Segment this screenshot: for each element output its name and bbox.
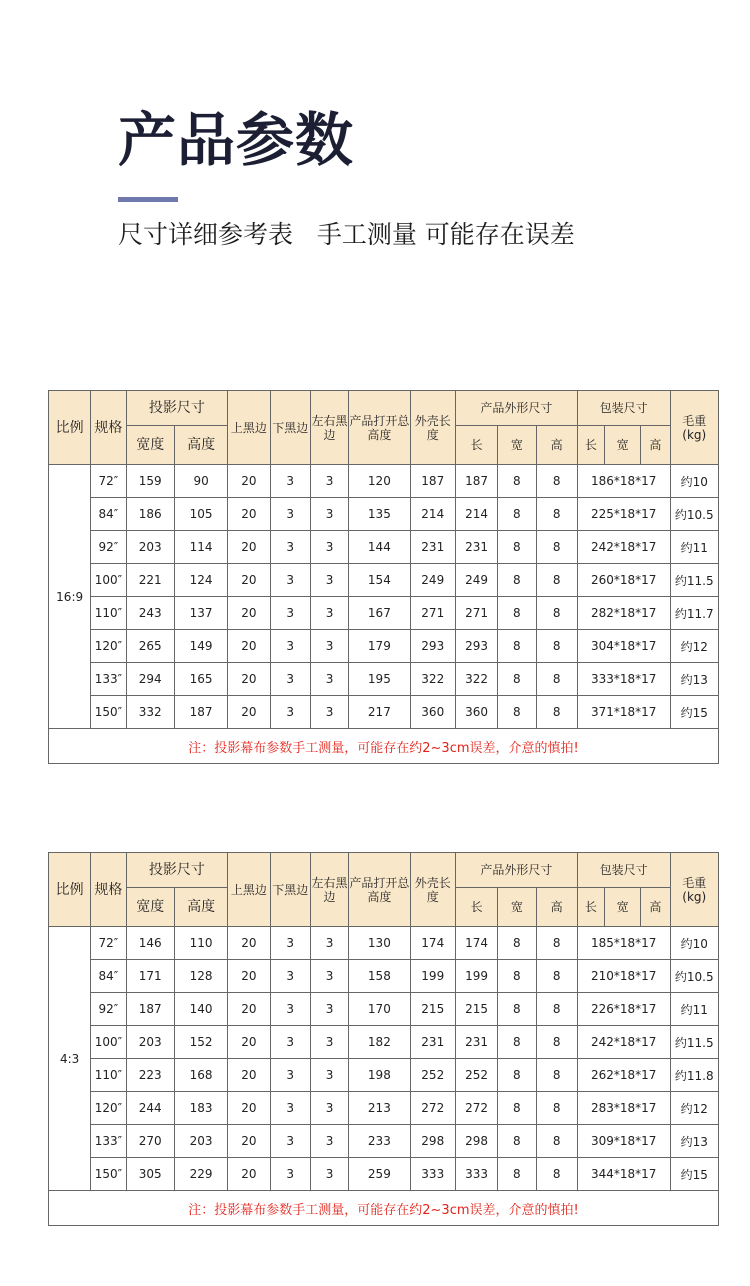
table-row (49, 465, 719, 498)
table-cell: 333 (410, 1158, 455, 1191)
table-cell: 130 (349, 927, 410, 960)
table-row (49, 927, 719, 960)
table-cell: 183 (174, 1092, 227, 1125)
table-cell: 293 (455, 630, 497, 663)
table-cell: 72″ (91, 927, 126, 960)
table-cell: 8 (498, 993, 536, 1026)
table-cell: 110 (174, 927, 227, 960)
table-cell: 309*18*17 (577, 1125, 670, 1158)
table-cell: 8 (498, 531, 536, 564)
table-cell: 140 (174, 993, 227, 1026)
table-cell: 182 (349, 1026, 410, 1059)
table-cell: 144 (349, 531, 410, 564)
table-cell: 3 (270, 630, 310, 663)
table-cell: 179 (349, 630, 410, 663)
table-cell: 260*18*17 (577, 564, 670, 597)
header-spec: 规格 (91, 853, 126, 927)
table-cell: 8 (536, 993, 577, 1026)
table-cell: 124 (174, 564, 227, 597)
table-cell: 159 (126, 465, 174, 498)
table-cell: 3 (310, 1026, 348, 1059)
table-row (49, 630, 719, 663)
spec-table-4-3 (48, 852, 719, 1226)
table-cell: 265 (126, 630, 174, 663)
table-cell: 72″ (91, 465, 126, 498)
table-cell: 174 (455, 927, 497, 960)
table-cell: 272 (455, 1092, 497, 1125)
table-cell: 约11.8 (670, 1059, 718, 1092)
table-cell: 8 (536, 927, 577, 960)
table-cell: 128 (174, 960, 227, 993)
ratio-cell: 4:3 (49, 927, 91, 1191)
table-cell: 3 (270, 465, 310, 498)
table-cell: 298 (455, 1125, 497, 1158)
table-cell: 226*18*17 (577, 993, 670, 1026)
header-pack-width: 宽 (605, 426, 641, 465)
table-cell: 约12 (670, 1092, 718, 1125)
header-pack-height: 高 (641, 888, 670, 927)
table-cell: 187 (455, 465, 497, 498)
table-cell: 3 (270, 531, 310, 564)
table-cell: 223 (126, 1059, 174, 1092)
table-cell: 3 (310, 927, 348, 960)
note-row (49, 1191, 719, 1226)
table-row (49, 1158, 719, 1191)
table-cell: 282*18*17 (577, 597, 670, 630)
table-cell: 249 (410, 564, 455, 597)
table-cell: 3 (270, 1092, 310, 1125)
table-cell: 92″ (91, 531, 126, 564)
table-cell: 约10 (670, 927, 718, 960)
header-shell-length: 外壳长度 (410, 391, 455, 465)
table-cell: 3 (310, 663, 348, 696)
table-cell: 187 (410, 465, 455, 498)
page-title: 产品参数 (118, 106, 355, 174)
table-cell: 165 (174, 663, 227, 696)
table-cell: 231 (455, 1026, 497, 1059)
table-cell: 305 (126, 1158, 174, 1191)
table-cell: 3 (310, 1125, 348, 1158)
table-cell: 3 (310, 465, 348, 498)
header-width: 宽度 (126, 426, 174, 465)
table-cell: 110″ (91, 597, 126, 630)
table-cell: 84″ (91, 498, 126, 531)
table-cell: 270 (126, 1125, 174, 1158)
table-cell: 20 (228, 927, 270, 960)
table-cell: 3 (310, 960, 348, 993)
table-cell: 约13 (670, 663, 718, 696)
header-product-length: 长 (455, 888, 497, 927)
table-cell: 8 (498, 498, 536, 531)
table-cell: 152 (174, 1026, 227, 1059)
table-cell: 3 (310, 993, 348, 1026)
table-cell: 3 (270, 927, 310, 960)
table-cell: 322 (455, 663, 497, 696)
table-cell: 203 (126, 1026, 174, 1059)
table-row (49, 1059, 719, 1092)
table-cell: 332 (126, 696, 174, 729)
spec-table-16-9 (48, 390, 719, 764)
table-cell: 20 (228, 1059, 270, 1092)
table-cell: 3 (270, 597, 310, 630)
table-cell: 150″ (91, 696, 126, 729)
header-projection-size: 投影尺寸 (126, 391, 228, 426)
table-cell: 154 (349, 564, 410, 597)
table-cell: 约12 (670, 630, 718, 663)
table-cell: 146 (126, 927, 174, 960)
header-pack-size: 包装尺寸 (577, 391, 670, 426)
header-side-border: 左右黑边 (310, 391, 348, 465)
table-cell: 8 (498, 1092, 536, 1125)
table-cell: 3 (270, 960, 310, 993)
table-cell: 8 (498, 1158, 536, 1191)
table-cell: 203 (174, 1125, 227, 1158)
table-cell: 8 (536, 465, 577, 498)
table-cell: 8 (536, 960, 577, 993)
table-cell: 8 (498, 696, 536, 729)
header-width: 宽度 (126, 888, 174, 927)
table-row (49, 531, 719, 564)
table-row (49, 960, 719, 993)
header-pack-length: 长 (577, 426, 604, 465)
table-cell: 3 (310, 1059, 348, 1092)
table-cell: 217 (349, 696, 410, 729)
table-cell: 约10.5 (670, 960, 718, 993)
table-cell: 20 (228, 696, 270, 729)
table-cell: 105 (174, 498, 227, 531)
table-cell: 8 (498, 927, 536, 960)
table-cell: 8 (498, 597, 536, 630)
table-cell: 170 (349, 993, 410, 1026)
table-cell: 约15 (670, 696, 718, 729)
table-cell: 168 (174, 1059, 227, 1092)
table-cell: 100″ (91, 564, 126, 597)
table-cell: 167 (349, 597, 410, 630)
table-cell: 231 (410, 531, 455, 564)
table-cell: 272 (410, 1092, 455, 1125)
table-cell: 3 (270, 1125, 310, 1158)
table-cell: 322 (410, 663, 455, 696)
table-row (49, 564, 719, 597)
table-cell: 3 (270, 498, 310, 531)
table-cell: 333*18*17 (577, 663, 670, 696)
table-cell: 3 (270, 1158, 310, 1191)
table-cell: 243 (126, 597, 174, 630)
header-bottom-border: 下黑边 (270, 853, 310, 927)
table-cell: 249 (455, 564, 497, 597)
table-cell: 20 (228, 564, 270, 597)
table-cell: 371*18*17 (577, 696, 670, 729)
header-row-top (49, 853, 719, 888)
table-row (49, 663, 719, 696)
table-cell: 186 (126, 498, 174, 531)
table-cell: 约10 (670, 465, 718, 498)
table-cell: 100″ (91, 1026, 126, 1059)
table-cell: 225*18*17 (577, 498, 670, 531)
table-cell: 3 (310, 531, 348, 564)
table-cell: 3 (310, 597, 348, 630)
header-top-border: 上黑边 (228, 853, 270, 927)
table-cell: 8 (498, 1125, 536, 1158)
page-subtitle: 尺寸详细参考表 手工测量 可能存在误差 (118, 220, 575, 249)
table-cell: 20 (228, 993, 270, 1026)
table-cell: 92″ (91, 993, 126, 1026)
table-cell: 20 (228, 597, 270, 630)
table-cell: 8 (498, 630, 536, 663)
table-cell: 3 (270, 1059, 310, 1092)
table-cell: 20 (228, 1026, 270, 1059)
table-cell: 149 (174, 630, 227, 663)
table-cell: 3 (270, 993, 310, 1026)
table-cell: 229 (174, 1158, 227, 1191)
header-spec: 规格 (91, 391, 126, 465)
table-cell: 120″ (91, 630, 126, 663)
table-cell: 304*18*17 (577, 630, 670, 663)
table-cell: 20 (228, 1125, 270, 1158)
header-pack-size: 包装尺寸 (577, 853, 670, 888)
header-pack-height: 高 (641, 426, 670, 465)
table-cell: 20 (228, 498, 270, 531)
table-cell: 360 (410, 696, 455, 729)
table-cell: 8 (536, 696, 577, 729)
header-weight: 毛重(kg) (670, 853, 718, 927)
table-cell: 约11.5 (670, 1026, 718, 1059)
table-cell: 294 (126, 663, 174, 696)
table-cell: 114 (174, 531, 227, 564)
table-cell: 约15 (670, 1158, 718, 1191)
table-cell: 293 (410, 630, 455, 663)
header-height: 高度 (174, 888, 227, 927)
measurement-note: 注：投影幕布参数手工测量，可能存在约2~3cm误差，介意的慎拍! (49, 729, 719, 764)
table-cell: 8 (536, 498, 577, 531)
table-cell: 8 (536, 1158, 577, 1191)
table-row (49, 597, 719, 630)
title-underline (118, 197, 178, 202)
table-cell: 8 (498, 1026, 536, 1059)
header-open-height: 产品打开总高度 (349, 391, 410, 465)
table-row (49, 993, 719, 1026)
table-cell: 221 (126, 564, 174, 597)
table-cell: 259 (349, 1158, 410, 1191)
table-cell: 20 (228, 531, 270, 564)
table-cell: 约10.5 (670, 498, 718, 531)
table-cell: 120 (349, 465, 410, 498)
table-cell: 120″ (91, 1092, 126, 1125)
table-cell: 135 (349, 498, 410, 531)
table-row (49, 1026, 719, 1059)
table-cell: 8 (498, 960, 536, 993)
table-cell: 8 (536, 597, 577, 630)
header-bottom-border: 下黑边 (270, 391, 310, 465)
table-cell: 8 (536, 1125, 577, 1158)
ratio-cell: 16:9 (49, 465, 91, 729)
table-cell: 214 (455, 498, 497, 531)
table-cell: 333 (455, 1158, 497, 1191)
table-cell: 150″ (91, 1158, 126, 1191)
table-row (49, 1092, 719, 1125)
table-cell: 262*18*17 (577, 1059, 670, 1092)
header-product-width: 宽 (498, 888, 536, 927)
table-cell: 214 (410, 498, 455, 531)
table-cell: 8 (536, 1026, 577, 1059)
table-cell: 210*18*17 (577, 960, 670, 993)
header-product-size: 产品外形尺寸 (455, 391, 577, 426)
table-cell: 3 (310, 564, 348, 597)
table-cell: 3 (270, 663, 310, 696)
table-cell: 252 (410, 1059, 455, 1092)
table-cell: 20 (228, 960, 270, 993)
table-cell: 3 (310, 1158, 348, 1191)
header-pack-length: 长 (577, 888, 604, 927)
header-shell-length: 外壳长度 (410, 853, 455, 927)
table-cell: 137 (174, 597, 227, 630)
table-cell: 3 (310, 696, 348, 729)
table-cell: 3 (270, 564, 310, 597)
table-cell: 231 (455, 531, 497, 564)
table-row (49, 498, 719, 531)
table-cell: 252 (455, 1059, 497, 1092)
header-weight: 毛重(kg) (670, 391, 718, 465)
table-cell: 231 (410, 1026, 455, 1059)
table-cell: 203 (126, 531, 174, 564)
header-height: 高度 (174, 426, 227, 465)
note-row (49, 729, 719, 764)
table-cell: 133″ (91, 663, 126, 696)
table-cell: 187 (174, 696, 227, 729)
table-cell: 3 (310, 630, 348, 663)
table-cell: 8 (498, 663, 536, 696)
table-cell: 195 (349, 663, 410, 696)
header-projection-size: 投影尺寸 (126, 853, 228, 888)
table-cell: 171 (126, 960, 174, 993)
table-cell: 8 (536, 663, 577, 696)
header-side-border: 左右黑边 (310, 853, 348, 927)
table-cell: 271 (410, 597, 455, 630)
table-cell: 84″ (91, 960, 126, 993)
table-cell: 271 (455, 597, 497, 630)
table-cell: 8 (536, 531, 577, 564)
table-cell: 242*18*17 (577, 1026, 670, 1059)
table-cell: 215 (410, 993, 455, 1026)
table-cell: 约11 (670, 531, 718, 564)
table-cell: 约11 (670, 993, 718, 1026)
table-cell: 199 (455, 960, 497, 993)
header-top-border: 上黑边 (228, 391, 270, 465)
table-cell: 8 (536, 1092, 577, 1125)
table-cell: 8 (498, 1059, 536, 1092)
table-cell: 187 (126, 993, 174, 1026)
table-cell: 133″ (91, 1125, 126, 1158)
table-cell: 213 (349, 1092, 410, 1125)
table-cell: 3 (270, 696, 310, 729)
table-cell: 90 (174, 465, 227, 498)
table-cell: 约11.5 (670, 564, 718, 597)
table-cell: 8 (536, 564, 577, 597)
table-cell: 20 (228, 465, 270, 498)
table-cell: 20 (228, 663, 270, 696)
table-cell: 8 (498, 465, 536, 498)
table-cell: 8 (498, 564, 536, 597)
table-cell: 3 (310, 1092, 348, 1125)
table-row (49, 696, 719, 729)
table-cell: 360 (455, 696, 497, 729)
table-cell: 199 (410, 960, 455, 993)
table-cell: 20 (228, 630, 270, 663)
table-cell: 20 (228, 1158, 270, 1191)
table-cell: 283*18*17 (577, 1092, 670, 1125)
header-product-height: 高 (536, 426, 577, 465)
table-cell: 约13 (670, 1125, 718, 1158)
header-open-height: 产品打开总高度 (349, 853, 410, 927)
table-cell: 244 (126, 1092, 174, 1125)
header-ratio: 比例 (49, 853, 91, 927)
table-cell: 298 (410, 1125, 455, 1158)
table-cell: 233 (349, 1125, 410, 1158)
table-cell: 242*18*17 (577, 531, 670, 564)
header-pack-width: 宽 (605, 888, 641, 927)
header-product-width: 宽 (498, 426, 536, 465)
table-cell: 185*18*17 (577, 927, 670, 960)
table-cell: 3 (310, 498, 348, 531)
table-row (49, 1125, 719, 1158)
table-cell: 215 (455, 993, 497, 1026)
header-row-top (49, 391, 719, 426)
table-cell: 110″ (91, 1059, 126, 1092)
table-cell: 174 (410, 927, 455, 960)
table-cell: 186*18*17 (577, 465, 670, 498)
table-cell: 158 (349, 960, 410, 993)
table-cell: 8 (536, 630, 577, 663)
header-product-height: 高 (536, 888, 577, 927)
header-product-length: 长 (455, 426, 497, 465)
table-cell: 20 (228, 1092, 270, 1125)
measurement-note: 注：投影幕布参数手工测量，可能存在约2~3cm误差，介意的慎拍! (49, 1191, 719, 1226)
table-cell: 3 (270, 1026, 310, 1059)
table-cell: 约11.7 (670, 597, 718, 630)
header-product-size: 产品外形尺寸 (455, 853, 577, 888)
table-cell: 344*18*17 (577, 1158, 670, 1191)
table-cell: 198 (349, 1059, 410, 1092)
table-cell: 8 (536, 1059, 577, 1092)
header-ratio: 比例 (49, 391, 91, 465)
